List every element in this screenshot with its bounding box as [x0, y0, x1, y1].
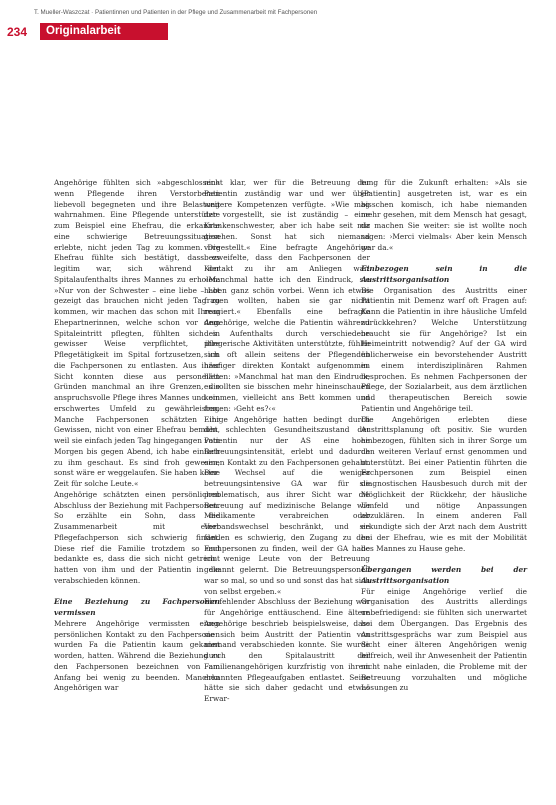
section-tag: Originalarbeit	[40, 23, 168, 40]
page-header	[0, 21, 556, 43]
page-number: 234	[7, 25, 28, 39]
text-column-1	[54, 178, 220, 694]
paragraph: tung für die Zukunft erhalten: »Als sie [Patientin] ausgetreten ist, war es ein bisschen komisch, ich habe niemanden mehr gesehen, mit dem Mensch hat gesagt, da machen Sie weiter: sie ist wollte noch sagen: ›Merci vielmals‹ Aber kein Mensch war da.«	[361, 178, 527, 252]
paragraph: Angehörige fühlten sich »abgeschlossen« wenn Pflegende ihren Verstorbenen liebevoll begegneten und ihre Belastung wahrnahmen. Eine Pflegende unterstützte zum Beispiel eine Ehefrau, die erkannte eine schwierige Betreuungssituation erlebte, nicht jeden Tag zu kommen. Die Ehefrau fühlte sich bestätigt, dass es legitim war, sich während der Spitalaufenthalts ihres Mannes zu erholen: »Nur von der Schwester – eine liebe – Lot gezeigt das brauchen nicht jeden Tag zu kommen, wir machen das schon mit Ihrem Ehepartnerinnen, welche schon vor dem Spitaleintritt pflegten, fühlten sich in gewisser Weise verpflichtet, ihre Pflegetätigkeit im Spital fortzusetzen, um die Fachpersonen zu entlasten. Aus ihrer Sicht konnten diese aus personellen Gründen manchmal an ihre Grenzen, die anspruchsvolle Pflege ihres Mannes und ein erschwertes Umfeld zu gewährleisten. Manche Fachpersonen schätzten ihr Gewissen, nicht von einer Ehefrau bemüht, weil sie einfach jeden Tag hingegangen vom Morgen bis gegen Abend, ich habe einfach zu ihm geschaut. Es sind froh gewesen, sonst wäre er weggelaufen. Sie haben keine Zeit für solche Leute.«	[54, 178, 220, 488]
paragraph: Die Angehörigen erlebten diese Austrittsplanung oft positiv. Sie wurden einbezogen, fühlten sich in ihrer Sorge um den weiteren Verlauf ernst genommen und unterstützt. Bei einer Patientin führten die Fachpersonen zum Beispiel einen diagnostischen Hausbesuch durch mit der Möglichkeit der Rückkehr, der häusliche Umfeld und nötige Anpassungen abzuklären. In einem anderen Fall erkundigte sich der Arzt nach dem Austritt bei der Ehefrau, wie es mit der Mobilität des Mannes zu Hause gehe.	[361, 414, 527, 553]
paragraph: nicht klar, wer für die Betreuung der Patientin zuständig war und wer über weitere Kompetenzen verfügte. »Wie mag der vorgestellt, sie ist zuständig – eine Krankenschwester, aber ich habe seit mir gesehen. Sonst hat sich niemand vorgestellt.« Eine befragte Angehörige bezweifelte, dass den Fachpersonen der Kontakt zu ihr am Anliegen war: »Manchmal hatte ich den Eindruck, sie haben ganz schön vorbei. Wenn ich etwas fragen wollten, haben sie gar nicht reagiert.« Ebenfalls eine befragte Angehörige, welche die Patientin während des Aufenthalts durch verschiedene pflegerische Aktivitäten unterstützte, fühlte sich oft allein seitens der Pflegenden häufiger direkten Kontakt aufgenommen hätten: »Manchmal hat man den Eindruck, es sollten sie bisschen mehr hineinschauen kommen, vielleicht ans Bett kommen und fragen: ›Geht es?‹«	[204, 178, 370, 413]
paragraph: Ein fehlender Abschluss der Beziehung war für Angehörige enttäuschend. Eine ältere Angehörige beschrieb beispielsweise, dass sie sich beim Austritt der Patientin von niemand verabschieden konnte. Sie wurde durch den Spitalaustritt der Familienangehörigen kurzfristig von ihrem erkannten Pflegeaufgaben entlastet. Seine hätte sie sich daher gedacht und etwas Erwar-	[204, 597, 370, 703]
subheading: Übergangen werden bei der Austrittsorganisation	[361, 565, 527, 585]
paragraph: Mehrere Angehörige vermissten einen persönlichen Kontakt zu den Fachpersonen wurden Fa die Patientin kaum gekannt worden, hatten. Während die Beziehung zu den Fachpersonen bezeichnen von am Anfang bei wenig zu beenden. Manchen Angehörigen war	[54, 618, 220, 693]
paragraph: Für einige Angehörige verlief die Organisation des Austritts allerdings unbefriedigend: sie fühlten sich unerwartet bei dem Übergangen. Das Ergebnis des Austrittsgesprächs war zum Beispiel aus Sicht einer älteren Angehörigen wenig hilfreich, weil ihr Anwesenheit der Patientin nicht nahe einladen, die Probleme mit der Betreuung vorzuhalten und mögliche Lösungen zu	[361, 586, 527, 693]
running-head: T. Mueller-Waszczat · Patientinnen und Patienten in der Pflege und Zusammenarbeit mit Fachpersonen	[34, 9, 318, 16]
paragraph: Die Organisation des Austritts einer Patientin mit Demenz warf oft Fragen auf: Kann die Patientin in ihre häusliche Umfeld zurückkehren? Welche Unterstützung braucht sie für Angehörige? Ist ein Heimeintritt notwendig? Auf der GA wird üblicherweise ein bevorstehender Austritt in einem interdisziplinären Rahmen besprochen. Es nehmen Fachpersonen der Pflege, der Sozialarbeit, aus dem ärztlichen und therapeutischen Bereich sowie Patientin und Angehörige teil.	[361, 285, 527, 413]
subheading: Eine Beziehung zu Fachpersonen vermissen	[54, 597, 220, 617]
subheading: Einbezogen sein in die Austrittsorganisation	[361, 264, 527, 284]
text-column-2	[204, 178, 370, 705]
paragraph: Einige Angehörige hatten bedingt durch den schlechten Gesundheitszustand der Patientin nur der AS eine hohe Betreuungsintensität, erlebt und dadurch einen Kontakt zu den Fachpersonen gehabt. Der Wechsel auf die weniger betreuungsintensive GA war für sie problematisch, aus ihrer Sicht war die Betreuung auf medizinische Belange wie Medikamente verabreichen oder Verbandswechsel beschränkt, und sie fanden es schwierig, den Zugang zu den Fachpersonen zu finden, weil der GA habe ich wenige Leute von der Betreuung gekannt gelernt. Die Betreuungspersonen war so mal, so und so und sonst das hat sich von selbst ergeben.«	[204, 414, 370, 596]
text-column-3	[361, 178, 527, 694]
paragraph: Angehörige schätzten einen persönlichen Abschluss der Beziehung mit Fachpersonen. So erzählte ein Sohn, dass die Zusammenarbeit mit einer Pflegefachperson sich schwierig findet. Diese rief die Familie trotzdem so und bedankte es, dass die sich nicht getrennt hatten von ihm und der Patientin in die verabschieden können.	[54, 489, 220, 585]
